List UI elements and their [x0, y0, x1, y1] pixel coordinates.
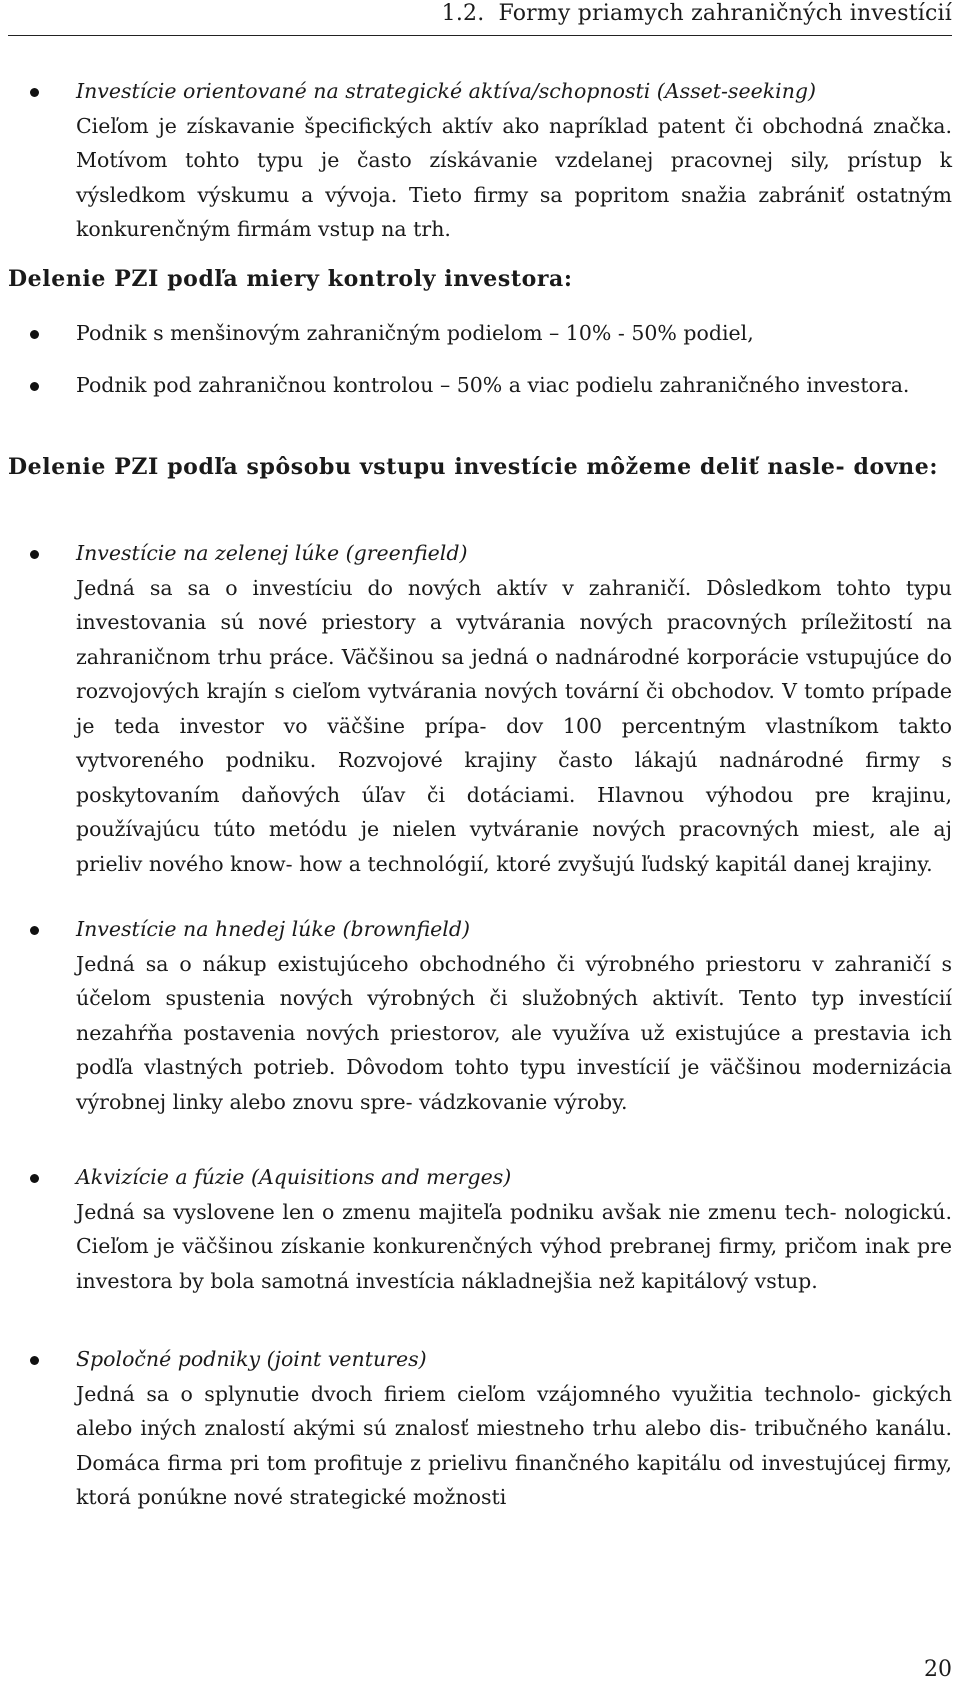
item-title: Investície na zelenej lúke (greenfield) — [76, 541, 468, 565]
list-item — [8, 368, 952, 403]
list-item-text: Podnik s menšinovým zahraničným podielom – 10% - 50% podiel, — [76, 321, 754, 345]
item-body: Jedná sa o splynutie dvoch firiem cieľom vzájomného využitia technolo- gických alebo iných znalostí akými sú znalosť miestneho trhu alebo dis- tribučného kanálu. Domáca firma pri tom profituje z prielivu finančného kapitálu od investujúcej firmy, ktorá ponúkne nové strategické možnosti — [76, 1381, 952, 1509]
item-body: Jedná sa vyslovene len o zmenu majiteľa podniku avšak nie zmenu tech- nologickú. Cieľom je väčšinou získanie konkurenčných výhod prebranej firmy, pričom inak pre investora by bola samotná investícia nákladnejšia než kapitálový vstup. — [76, 1199, 952, 1293]
joint-ventures-block — [8, 1342, 952, 1515]
acquisitions-block — [8, 1160, 952, 1298]
section-title: Formy priamych zahraničných investícií — [498, 1, 952, 26]
item-title: Spoločné podniky (joint ventures) — [76, 1347, 427, 1371]
bullet-dot — [30, 1174, 39, 1183]
entry-section — [8, 450, 952, 484]
bullet-dot — [30, 1356, 39, 1365]
brownfield-block — [8, 912, 952, 1119]
item-body: Jedná sa o nákup existujúceho obchodného či výrobného priestoru v zahraničí s účelom spustenia nových výrobných či služobných aktivít. Tento typ investícií nezahŕňa postavenia nových priestorov, ale využíva už existujúce a prestavia ich podľa vlastných potrieb. Dôvodom tohto typu investícií je väčšinou modernizácia výrobnej linky alebo znovu spre- vádzkovanie výroby. — [76, 951, 952, 1114]
control-section — [8, 262, 952, 296]
item-body: Jedná sa sa o investíciu do nových aktív v zahraničí. Dôsledkom tohto typu investovania sú nové priestory a vytvárania nových pracovných príležitostí na zahraničnom trhu práce. Väčšinou sa jedná o nadnárodné korporácie vstupujúce do rozvojových krajín s cieľom vytvárania nových tovární či obchodov. V tomto prípade je teda investor vo väčšine prípa- dov 100 percentným vlastníkom takto vytvoreného podniku. Rozvojové krajiny často lákajú nadnárodné firmy s poskytovaním daňových úľav či dotáciami. Hlavnou výhodou pre krajinu, používajúcu túto metódu je nielen vytváranie nových pracovných miest, ale aj prieliv nového know- how a technológií, ktoré zvyšujú ľudský kapitál danej krajiny. — [76, 575, 952, 876]
item-title: Akvizície a fúzie (Aquisitions and merges) — [76, 1165, 512, 1189]
bullet-item-asset-seeking — [8, 74, 952, 247]
bullet-item-acquisitions — [8, 1160, 952, 1298]
item-title: Investície orientované na strategické aktíva/schopnosti (Asset-seeking) — [76, 79, 817, 103]
running-header — [8, 0, 952, 30]
section-number: 1.2. — [441, 1, 485, 26]
header-rule — [8, 35, 952, 36]
section-heading: Delenie PZI podľa spôsobu vstupu investície môžeme deliť nasle- dovne: — [8, 454, 939, 480]
bullet-dot — [30, 88, 39, 97]
bullet-dot — [30, 382, 39, 391]
list-item — [8, 316, 952, 351]
item-body: Cieľom je získavanie špecifických aktív ako napríklad patent či obchodná značka. Motívom tohto typu je často získávanie vzdelanej pracovnej sily, prístup k výsledkom výskumu a vývoja. Tieto firmy sa popritom snažia zabrániť ostatným konkurenčným firmám vstup na trh. — [76, 113, 952, 241]
control-list — [8, 316, 952, 351]
bullet-dot — [30, 330, 39, 339]
bullet-dot — [30, 550, 39, 559]
bullet-item-brownfield — [8, 912, 952, 1119]
bullet-item-greenfield — [8, 536, 952, 881]
page-number: 20 — [924, 1657, 952, 1682]
bullet-dot — [30, 926, 39, 935]
section-heading: Delenie PZI podľa miery kontroly investora: — [8, 266, 573, 292]
asset-seeking-block — [8, 74, 952, 247]
bullet-item-joint-ventures — [8, 1342, 952, 1515]
item-title: Investície na hnedej lúke (brownfield) — [76, 917, 470, 941]
list-item-text: Podnik pod zahraničnou kontrolou – 50% a viac podielu zahraničného investora. — [76, 373, 910, 397]
greenfield-block — [8, 536, 952, 881]
control-list-2 — [8, 368, 952, 403]
